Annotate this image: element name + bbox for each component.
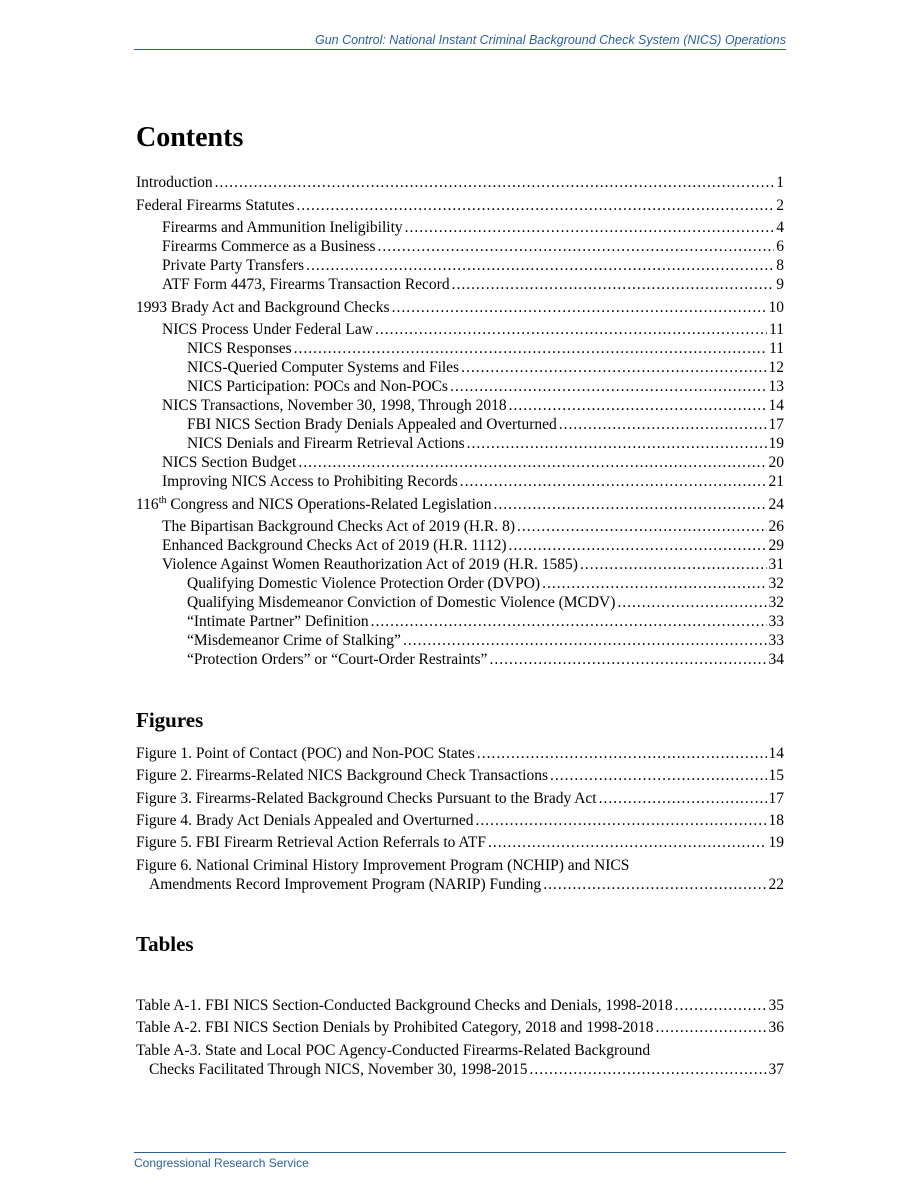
toc-entry[interactable] (187, 340, 784, 358)
figure-entry[interactable] (136, 745, 784, 763)
toc-entry-page: 33 (768, 613, 784, 630)
toc-entry-page: 14 (768, 397, 784, 414)
toc-entry[interactable] (162, 397, 784, 415)
toc-entry-page: 12 (768, 359, 784, 376)
toc-entry-title: Qualifying Misdemeanor Conviction of Domestic Violence (MCDV) (187, 594, 616, 611)
toc-entry-title: Qualifying Domestic Violence Protection Order (DVPO) (187, 575, 541, 592)
toc-entry[interactable] (187, 651, 784, 669)
table-entry-title: Table A-3. State and Local POC Agency-Conducted Firearms-Related Background (136, 1042, 651, 1059)
table-entry-title-continued: Checks Facilitated Through NICS, November 30, 1998-2015 (149, 1061, 528, 1078)
toc-entry[interactable] (187, 632, 784, 650)
toc-entry-title (136, 496, 491, 514)
figure-entry[interactable] (136, 812, 784, 830)
toc-entry-title: NICS Process Under Federal Law (162, 321, 373, 338)
figure-entry-title: Figure 3. Firearms-Related Background Checks Pursuant to the Brady Act (136, 790, 597, 807)
toc-entry[interactable] (136, 174, 784, 192)
toc-entry[interactable] (162, 454, 784, 472)
toc-entry-page: 32 (768, 575, 784, 592)
toc-entry-page: 34 (768, 651, 784, 668)
toc-entry-page: 32 (768, 594, 784, 611)
tables-heading: Tables (136, 932, 194, 956)
figure-entry-page: 17 (768, 790, 784, 807)
toc-entry[interactable] (162, 219, 784, 237)
toc-entry-title: FBI NICS Section Brady Denials Appealed and Overturned (187, 416, 557, 433)
figure-entry-page: 19 (768, 834, 784, 851)
toc-entry-page: 8 (776, 257, 784, 274)
toc-entry[interactable] (187, 416, 784, 434)
figure-entry-page: 15 (768, 767, 784, 784)
toc-entry-page: 1 (776, 174, 784, 191)
toc-entry-title: NICS-Queried Computer Systems and Files (187, 359, 460, 376)
table-entry[interactable] (136, 997, 784, 1015)
toc-entry-title: “Intimate Partner” Definition (187, 613, 369, 630)
toc-entry[interactable] (162, 473, 784, 491)
toc-entry[interactable] (162, 321, 784, 339)
toc-entry-title-prefix: 116 (136, 496, 159, 513)
toc-entry[interactable] (187, 378, 784, 396)
figure-entry-title: Figure 5. FBI Firearm Retrieval Action Referrals to ATF (136, 834, 486, 851)
toc-entry[interactable] (187, 613, 784, 631)
toc-entry[interactable] (187, 594, 784, 612)
toc-entry[interactable] (162, 238, 784, 256)
toc-entry-page: 19 (768, 435, 784, 452)
figure-entry[interactable] (136, 834, 784, 852)
toc-entry-page: 20 (768, 454, 784, 471)
figure-entry-title: Figure 6. National Criminal History Improvement Program (NCHIP) and NICS (136, 857, 630, 874)
toc-entry-title: Introduction (136, 174, 213, 191)
toc-entry-page: 10 (768, 299, 784, 316)
toc-entry[interactable] (187, 435, 784, 453)
toc-entry-title: NICS Section Budget (162, 454, 297, 471)
toc-entry[interactable] (162, 276, 784, 294)
figure-entry-title: Figure 2. Firearms-Related NICS Background Check Transactions (136, 767, 548, 784)
toc-entry-title: Violence Against Women Reauthorization Act of 2019 (H.R. 1585) (162, 556, 578, 573)
toc-entry-title: “Protection Orders” or “Court-Order Restraints” (187, 651, 488, 668)
toc-entry[interactable] (136, 197, 784, 215)
toc-entry[interactable] (162, 518, 784, 536)
toc-entry-page: 11 (769, 340, 784, 357)
toc-entry[interactable] (187, 575, 784, 593)
figure-entry-page: 18 (768, 812, 784, 829)
table-entry-page: 37 (768, 1061, 784, 1078)
figure-entry-page: 14 (768, 745, 784, 762)
table-entry-title: Table A-2. FBI NICS Section Denials by Prohibited Category, 2018 and 1998-2018 (136, 1019, 654, 1036)
toc-entry-page: 2 (776, 197, 784, 214)
toc-entry-title: Improving NICS Access to Prohibiting Records (162, 473, 458, 490)
toc-entry-page: 31 (768, 556, 784, 573)
toc-entry-title: Private Party Transfers (162, 257, 305, 274)
toc-entry-title: NICS Denials and Firearm Retrieval Actions (187, 435, 465, 452)
figure-entry-title: Figure 4. Brady Act Denials Appealed and Overturned (136, 812, 474, 829)
toc-entry[interactable] (162, 257, 784, 275)
toc-entry-page: 6 (776, 238, 784, 255)
toc-entry-page: 24 (768, 496, 784, 513)
toc-entry-page: 26 (768, 518, 784, 535)
toc-entry-title: Firearms Commerce as a Business (162, 238, 376, 255)
table-entry-page: 35 (768, 997, 784, 1014)
toc-entry-title-rest: Congress and NICS Operations-Related Legislation (166, 496, 492, 513)
toc-entry-page: 21 (768, 473, 784, 490)
toc-entry-title: “Misdemeanor Crime of Stalking” (187, 632, 401, 649)
toc-entry-page: 13 (768, 378, 784, 395)
figure-entry[interactable] (136, 767, 784, 785)
toc-entry-page: 33 (768, 632, 784, 649)
table-entry-title: Table A-1. FBI NICS Section-Conducted Background Checks and Denials, 1998-2018 (136, 997, 673, 1014)
figure-entry[interactable] (136, 856, 784, 894)
figure-entry-page: 22 (768, 876, 784, 893)
toc-entry[interactable] (136, 496, 784, 514)
toc-entry[interactable] (187, 359, 784, 377)
footer-publisher: Congressional Research Service (134, 1152, 786, 1170)
toc-entry-title: Enhanced Background Checks Act of 2019 (H.R. 1112) (162, 537, 507, 554)
table-entry[interactable] (136, 1041, 784, 1079)
toc-entry-title: Federal Firearms Statutes (136, 197, 295, 214)
toc-entry-page: 4 (776, 219, 784, 236)
contents-heading: Contents (136, 122, 244, 153)
toc-entry-title: 1993 Brady Act and Background Checks (136, 299, 390, 316)
toc-entry-page: 9 (776, 276, 784, 293)
toc-entry[interactable] (162, 556, 784, 574)
table-entry[interactable] (136, 1019, 784, 1037)
toc-entry-page: 29 (768, 537, 784, 554)
toc-entry-title: NICS Responses (187, 340, 292, 357)
toc-entry-page: 11 (769, 321, 784, 338)
toc-entry-title: NICS Participation: POCs and Non-POCs (187, 378, 448, 395)
toc-entry-title: ATF Form 4473, Firearms Transaction Record (162, 276, 450, 293)
toc-entry-title: NICS Transactions, November 30, 1998, Through 2018 (162, 397, 507, 414)
ordinal-suffix: th (158, 494, 167, 506)
running-header: Gun Control: National Instant Criminal Background Check System (NICS) Operations (134, 32, 786, 50)
toc-entry[interactable] (162, 537, 784, 555)
toc-entry-page: 17 (768, 416, 784, 433)
figures-heading: Figures (136, 708, 204, 732)
figure-entry-title: Figure 1. Point of Contact (POC) and Non-POC States (136, 745, 475, 762)
table-entry-page: 36 (768, 1019, 784, 1036)
figure-entry[interactable] (136, 790, 784, 808)
toc-entry-title: The Bipartisan Background Checks Act of 2019 (H.R. 8) (162, 518, 515, 535)
toc-entry[interactable] (136, 299, 784, 317)
figure-entry-title-continued: Amendments Record Improvement Program (NARIP) Funding (149, 876, 542, 893)
toc-entry-title: Firearms and Ammunition Ineligibility (162, 219, 403, 236)
